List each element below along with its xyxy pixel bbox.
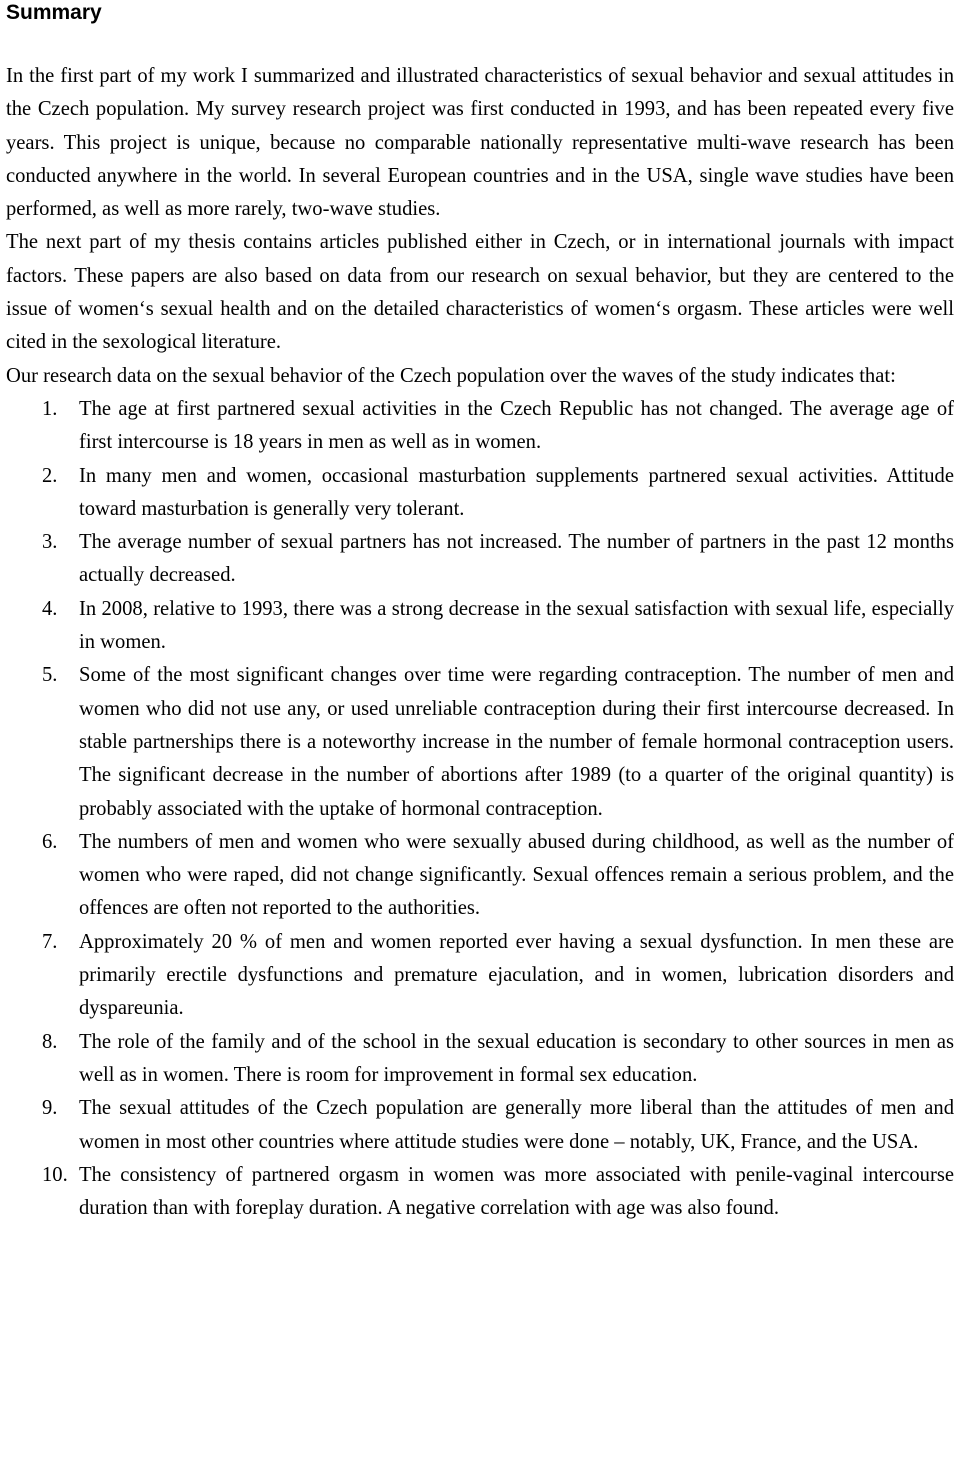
paragraph-publications: The next part of my thesis contains articles published either in Czech, or in international journals with impact factors. These papers are also based on data from our research on sexual behavior, but they are centered to the issue of women‘s sexual health and on the detailed characteristics of women‘s orgasm. These articles were well cited in the sexological literature. — [6, 231, 954, 354]
list-item-text: In many men and women, occasional masturbation supplements partnered sexual activities. Attitude toward masturbation is generally very tolerant. — [79, 464, 954, 520]
list-item-text: In 2008, relative to 1993, there was a strong decrease in the sexual satisfaction with sexual life, especially in women. — [79, 597, 954, 654]
list-item — [6, 826, 954, 926]
list-item — [6, 1092, 954, 1159]
list-item-number: 8. — [42, 1030, 58, 1053]
list-item-text: Approximately 20 % of men and women reported ever having a sexual dysfunction. In men these are primarily erectile dysfunctions and premature ejaculation, and in women, lubrication disorders and dyspareunia. — [79, 930, 954, 1020]
list-item-number: 1. — [42, 397, 58, 420]
list-item-number: 4. — [42, 597, 58, 620]
list-item-text: The numbers of men and women who were sexually abused during childhood, as well as the number of women who were raped, did not change significantly. Sexual offences remain a serious problem, and the offences are often not reported to the authorities. — [79, 830, 954, 920]
list-item-number: 6. — [42, 830, 58, 853]
list-item — [6, 1159, 954, 1226]
list-item-text: The age at first partnered sexual activities in the Czech Republic has not changed. The average age of first intercourse is 18 years in men as well as in women. — [79, 397, 954, 454]
list-item — [6, 393, 954, 460]
list-item-number: 5. — [42, 664, 58, 687]
paragraph-intro: In the first part of my work I summarized and illustrated characteristics of sexual behavior and sexual attitudes in the Czech population. My survey research project was first conducted in 1993, and has been repeated every five years. This project is unique, because no comparable nationally representative multi-wave research has been conducted anywhere in the world. In several European countries and in the USA, single wave studies have been performed, as well as more rarely, two-wave studies. — [6, 65, 954, 221]
findings-list — [6, 393, 954, 1225]
list-item-number: 10. — [42, 1163, 68, 1186]
list-item — [6, 1026, 954, 1093]
list-item-text: Some of the most significant changes over time were regarding contraception. The number of men and women who did not use any, or used unreliable contraception during their first intercourse decreased. In stable partnerships there is a noteworthy increase in the number of female hormonal contraception users. The significant decrease in the number of abortions after 1989 (to a quarter of the original quantity) is probably associated with the uptake of hormonal contraception. — [79, 664, 954, 820]
list-item — [6, 460, 954, 527]
list-item-number: 2. — [42, 464, 58, 487]
paragraph-findings-lead: Our research data on the sexual behavior of the Czech population over the waves of the study indicates that: — [6, 364, 896, 387]
summary-body — [6, 60, 954, 1225]
list-item — [6, 926, 954, 1026]
list-item — [6, 593, 954, 660]
document-page — [6, 0, 954, 1225]
list-item-text: The average number of sexual partners has not increased. The number of partners in the past 12 months actually decreased. — [79, 531, 954, 587]
list-item-number: 7. — [42, 930, 58, 953]
page-title: Summary — [6, 1, 102, 24]
list-item-text: The sexual attitudes of the Czech population are generally more liberal than the attitudes of men and women in most other countries where attitude studies were done – notably, UK, France, and the USA. — [79, 1097, 954, 1153]
list-item-text: The consistency of partnered orgasm in women was more associated with penile-vaginal intercourse duration than with foreplay duration. A negative correlation with age was also found. — [79, 1163, 954, 1220]
list-item-text: The role of the family and of the school in the sexual education is secondary to other sources in men as well as in women. There is room for improvement in formal sex education. — [79, 1030, 954, 1086]
list-item — [6, 659, 954, 825]
list-item-number: 9. — [42, 1097, 58, 1120]
list-item-number: 3. — [42, 531, 58, 554]
list-item — [6, 526, 954, 593]
